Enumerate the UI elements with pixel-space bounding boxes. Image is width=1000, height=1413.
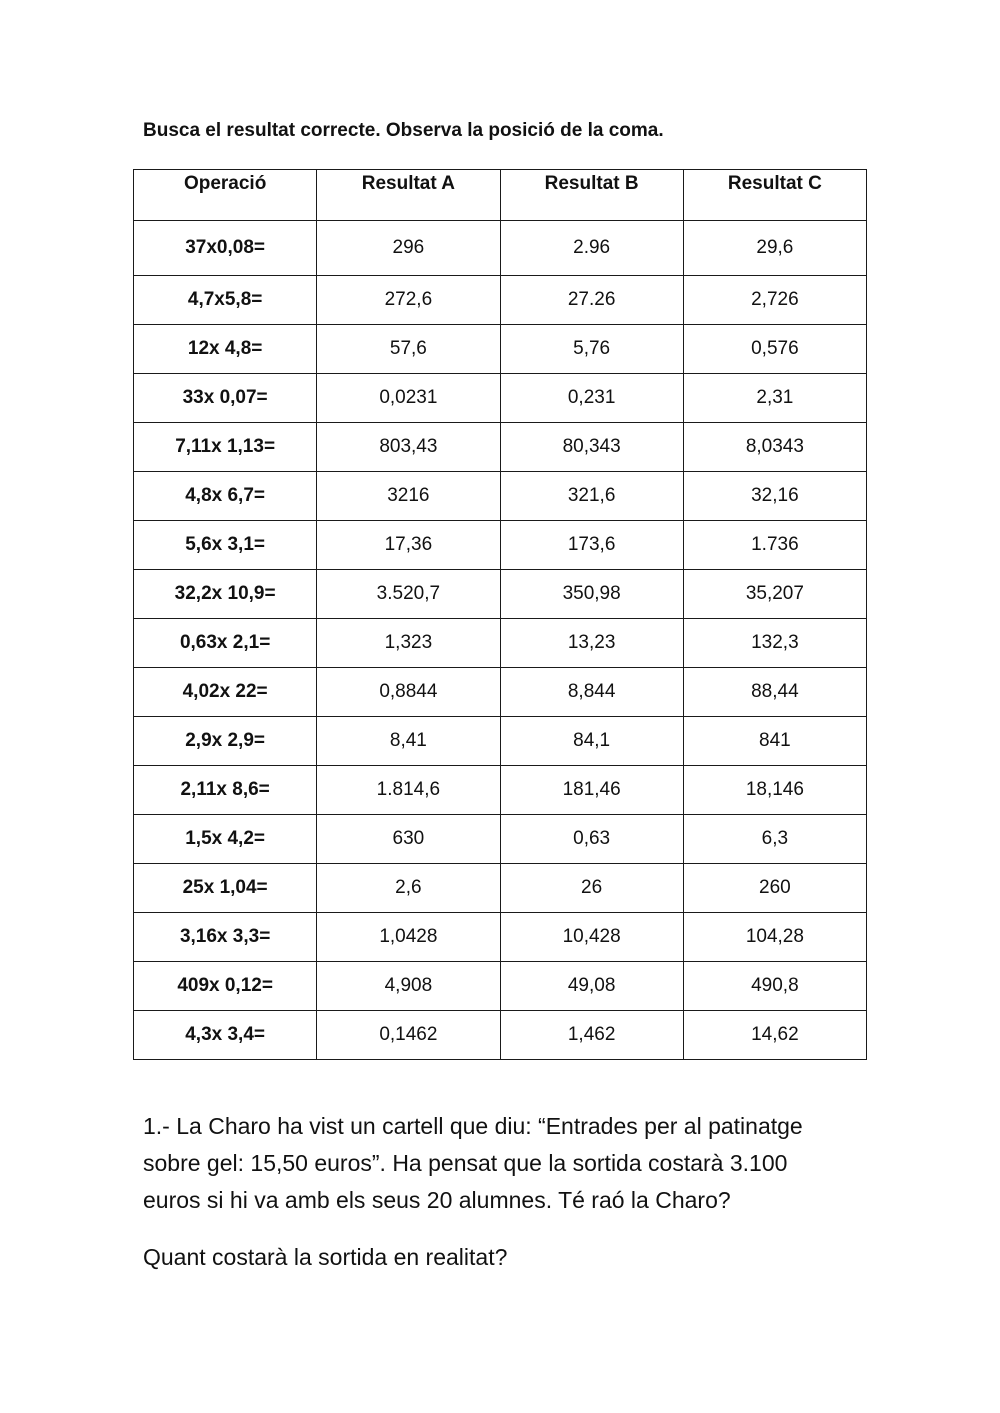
header-result-b: Resultat B [500, 170, 683, 221]
table-header-row [134, 170, 867, 221]
cell-operation: 4,8x 6,7= [134, 472, 317, 521]
cell-result-a: 17,36 [317, 521, 500, 570]
table-row [134, 374, 867, 423]
cell-result-a: 4,908 [317, 962, 500, 1011]
cell-result-c: 6,3 [683, 815, 866, 864]
cell-result-c: 32,16 [683, 472, 866, 521]
cell-result-b: 8,844 [500, 668, 683, 717]
table-row [134, 325, 867, 374]
cell-operation: 4,7x5,8= [134, 276, 317, 325]
table-row [134, 1011, 867, 1060]
header-result-c: Resultat C [683, 170, 866, 221]
problem-question: Quant costarà la sortida en realitat? [143, 1244, 508, 1270]
cell-result-a: 2,6 [317, 864, 500, 913]
cell-operation: 7,11x 1,13= [134, 423, 317, 472]
cell-result-a: 0,0231 [317, 374, 500, 423]
cell-operation: 3,16x 3,3= [134, 913, 317, 962]
table-row [134, 815, 867, 864]
cell-result-b: 2.96 [500, 221, 683, 276]
cell-result-b: 5,76 [500, 325, 683, 374]
cell-result-b: 1,462 [500, 1011, 683, 1060]
cell-result-a: 0,8844 [317, 668, 500, 717]
cell-operation: 12x 4,8= [134, 325, 317, 374]
cell-result-a: 1,323 [317, 619, 500, 668]
cell-result-b: 10,428 [500, 913, 683, 962]
cell-result-b: 173,6 [500, 521, 683, 570]
cell-operation: 0,63x 2,1= [134, 619, 317, 668]
table-row [134, 570, 867, 619]
cell-operation: 2,11x 8,6= [134, 766, 317, 815]
table-row [134, 766, 867, 815]
cell-result-a: 1.814,6 [317, 766, 500, 815]
cell-result-c: 104,28 [683, 913, 866, 962]
cell-operation: 37x0,08= [134, 221, 317, 276]
table-row [134, 913, 867, 962]
cell-result-c: 490,8 [683, 962, 866, 1011]
cell-result-a: 272,6 [317, 276, 500, 325]
cell-result-c: 8,0343 [683, 423, 866, 472]
problem-line: euros si hi va amb els seus 20 alumnes. Té raó la Charo? [143, 1187, 731, 1213]
cell-operation: 5,6x 3,1= [134, 521, 317, 570]
cell-operation: 409x 0,12= [134, 962, 317, 1011]
problem-line: sobre gel: 15,50 euros”. Ha pensat que la sortida costarà 3.100 [143, 1150, 788, 1176]
cell-result-c: 0,576 [683, 325, 866, 374]
cell-result-c: 18,146 [683, 766, 866, 815]
table-row [134, 864, 867, 913]
cell-result-b: 27.26 [500, 276, 683, 325]
cell-result-c: 1.736 [683, 521, 866, 570]
cell-result-b: 26 [500, 864, 683, 913]
cell-result-b: 350,98 [500, 570, 683, 619]
table-row [134, 472, 867, 521]
cell-result-b: 84,1 [500, 717, 683, 766]
header-result-a: Resultat A [317, 170, 500, 221]
cell-result-a: 803,43 [317, 423, 500, 472]
cell-result-a: 0,1462 [317, 1011, 500, 1060]
cell-operation: 1,5x 4,2= [134, 815, 317, 864]
cell-result-a: 8,41 [317, 717, 500, 766]
cell-operation: 4,3x 3,4= [134, 1011, 317, 1060]
cell-result-a: 3216 [317, 472, 500, 521]
cell-operation: 4,02x 22= [134, 668, 317, 717]
results-table [133, 169, 867, 1060]
table-row [134, 423, 867, 472]
table-row [134, 276, 867, 325]
cell-result-b: 321,6 [500, 472, 683, 521]
cell-result-b: 13,23 [500, 619, 683, 668]
table-row [134, 221, 867, 276]
cell-result-b: 0,63 [500, 815, 683, 864]
cell-operation: 32,2x 10,9= [134, 570, 317, 619]
cell-result-a: 296 [317, 221, 500, 276]
cell-result-a: 630 [317, 815, 500, 864]
instruction-text: Busca el resultat correcte. Observa la posició de la coma. [143, 120, 664, 141]
cell-result-c: 88,44 [683, 668, 866, 717]
cell-operation: 2,9x 2,9= [134, 717, 317, 766]
cell-result-c: 132,3 [683, 619, 866, 668]
cell-result-c: 2,31 [683, 374, 866, 423]
table-row [134, 668, 867, 717]
table-row [134, 521, 867, 570]
cell-result-c: 260 [683, 864, 866, 913]
table-row [134, 962, 867, 1011]
cell-result-b: 181,46 [500, 766, 683, 815]
cell-result-c: 14,62 [683, 1011, 866, 1060]
word-problem [143, 1108, 863, 1219]
problem-line: 1.- La Charo ha vist un cartell que diu: “Entrades per al patinatge [143, 1113, 803, 1139]
cell-result-c: 2,726 [683, 276, 866, 325]
table-row [134, 717, 867, 766]
cell-operation: 25x 1,04= [134, 864, 317, 913]
cell-result-b: 0,231 [500, 374, 683, 423]
cell-operation: 33x 0,07= [134, 374, 317, 423]
cell-result-a: 3.520,7 [317, 570, 500, 619]
cell-result-b: 49,08 [500, 962, 683, 1011]
cell-result-c: 29,6 [683, 221, 866, 276]
cell-result-b: 80,343 [500, 423, 683, 472]
cell-result-c: 841 [683, 717, 866, 766]
table-row [134, 619, 867, 668]
cell-result-a: 1,0428 [317, 913, 500, 962]
cell-result-c: 35,207 [683, 570, 866, 619]
header-operation: Operació [134, 170, 317, 221]
cell-result-a: 57,6 [317, 325, 500, 374]
